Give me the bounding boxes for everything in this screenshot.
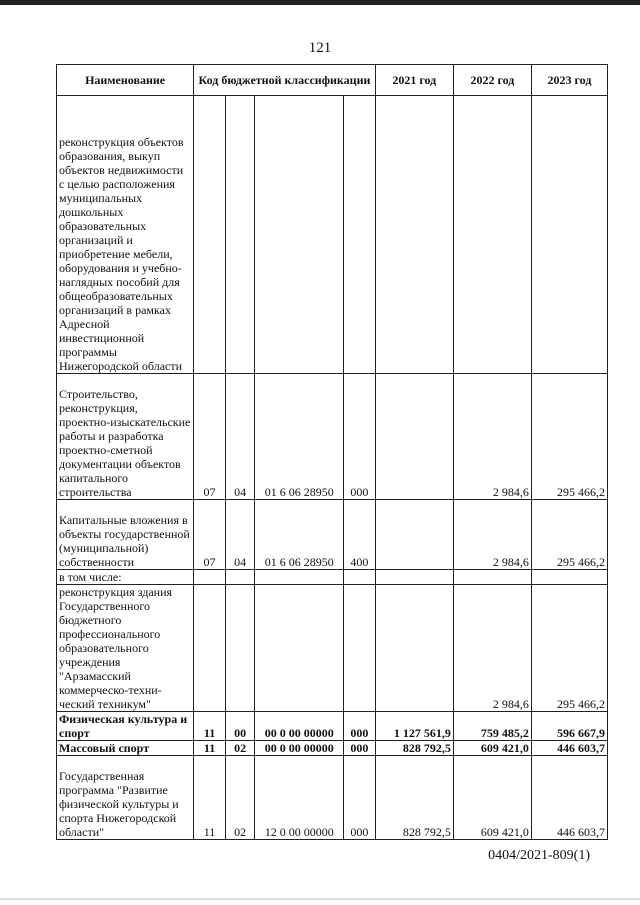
row-vr bbox=[344, 585, 376, 712]
row-2021 bbox=[375, 585, 453, 712]
row-2022 bbox=[453, 96, 531, 374]
bottom-border bbox=[0, 898, 640, 900]
table-row bbox=[57, 585, 608, 712]
table-row bbox=[57, 712, 608, 741]
row-2021 bbox=[375, 96, 453, 374]
row-pr bbox=[225, 570, 255, 585]
row-vr: 000 bbox=[344, 374, 376, 500]
top-border bbox=[0, 0, 640, 5]
row-name: в том числе: bbox=[57, 570, 194, 585]
table-row bbox=[57, 570, 608, 585]
row-2022: 2 984,6 bbox=[453, 374, 531, 500]
table-header-row bbox=[57, 65, 608, 96]
row-pr: 02 bbox=[225, 741, 255, 756]
row-2022: 609 421,0 bbox=[453, 741, 531, 756]
row-rz: 11 bbox=[194, 756, 226, 840]
row-2023 bbox=[531, 96, 607, 374]
row-rz bbox=[194, 585, 226, 712]
header-code: Код бюджетной классификации bbox=[194, 65, 376, 96]
row-2021 bbox=[375, 570, 453, 585]
row-pr: 04 bbox=[225, 374, 255, 500]
row-csr bbox=[255, 585, 344, 712]
page-number: 121 bbox=[308, 40, 332, 56]
row-rz bbox=[194, 96, 226, 374]
row-2021: 1 127 561,9 bbox=[375, 712, 453, 741]
row-2022 bbox=[453, 570, 531, 585]
row-name: реконструкция здания Государственного бюджетного профессионального образовательного учреждения "Арзамасский коммерческо-техни-ческий техникум" bbox=[57, 585, 194, 712]
row-rz: 11 bbox=[194, 712, 226, 741]
header-2021: 2021 год bbox=[375, 65, 453, 96]
row-2023: 295 466,2 bbox=[531, 500, 607, 570]
table-row bbox=[57, 741, 608, 756]
table-row bbox=[57, 374, 608, 500]
row-pr bbox=[225, 96, 255, 374]
row-vr: 000 bbox=[344, 741, 376, 756]
row-csr: 00 0 00 00000 bbox=[255, 712, 344, 741]
row-2022: 759 485,2 bbox=[453, 712, 531, 741]
row-csr: 01 6 06 28950 bbox=[255, 500, 344, 570]
row-2021 bbox=[375, 374, 453, 500]
row-pr: 00 bbox=[225, 712, 255, 741]
row-2023 bbox=[531, 570, 607, 585]
header-2023: 2023 год bbox=[531, 65, 607, 96]
row-2021 bbox=[375, 500, 453, 570]
row-pr: 04 bbox=[225, 500, 255, 570]
row-vr: 400 bbox=[344, 500, 376, 570]
row-2022: 2 984,6 bbox=[453, 500, 531, 570]
row-2023: 596 667,9 bbox=[531, 712, 607, 741]
row-2023: 446 603,7 bbox=[531, 756, 607, 840]
header-2022: 2022 год bbox=[453, 65, 531, 96]
row-pr: 02 bbox=[225, 756, 255, 840]
row-2021: 828 792,5 bbox=[375, 741, 453, 756]
row-vr: 000 bbox=[344, 712, 376, 741]
row-vr bbox=[344, 570, 376, 585]
row-2021: 828 792,5 bbox=[375, 756, 453, 840]
row-2023: 295 466,2 bbox=[531, 374, 607, 500]
row-csr bbox=[255, 570, 344, 585]
budget-table bbox=[56, 64, 608, 840]
table-row bbox=[57, 500, 608, 570]
row-name: Государственная программа "Развитие физической культуры и спорта Нижегородской области" bbox=[57, 756, 194, 840]
row-2022: 609 421,0 bbox=[453, 756, 531, 840]
row-rz bbox=[194, 570, 226, 585]
row-csr: 12 0 00 00000 bbox=[255, 756, 344, 840]
row-2023: 446 603,7 bbox=[531, 741, 607, 756]
document-id: 0404/2021-809(1) bbox=[488, 848, 590, 863]
row-rz: 07 bbox=[194, 374, 226, 500]
row-csr bbox=[255, 96, 344, 374]
row-pr bbox=[225, 585, 255, 712]
row-vr bbox=[344, 96, 376, 374]
header-name: Наименование bbox=[57, 65, 194, 96]
row-csr: 01 6 06 28950 bbox=[255, 374, 344, 500]
row-rz: 11 bbox=[194, 741, 226, 756]
row-2023: 295 466,2 bbox=[531, 585, 607, 712]
row-name: Физическая культура и спорт bbox=[57, 712, 194, 741]
row-name: Строительство, реконструкция, проектно-изыскательские работы и разработка проектно-сметной документации объектов капитального строительства bbox=[57, 374, 194, 500]
row-rz: 07 bbox=[194, 500, 226, 570]
table-row bbox=[57, 756, 608, 840]
table-row bbox=[57, 96, 608, 374]
row-name: реконструкция объектов образования, выкуп объектов недвижимости с целью расположения муниципальных дошкольных образовательных организаций и приобретение мебели, оборудования и учебно-наглядных пособий для общеобразовательных организаций в рамках Адресной инвестиционной программы Нижегородской области bbox=[57, 96, 194, 374]
row-name: Массовый спорт bbox=[57, 741, 194, 756]
row-csr: 00 0 00 00000 bbox=[255, 741, 344, 756]
row-vr: 000 bbox=[344, 756, 376, 840]
row-2022: 2 984,6 bbox=[453, 585, 531, 712]
row-name: Капитальные вложения в объекты государственной (муниципальной) собственности bbox=[57, 500, 194, 570]
